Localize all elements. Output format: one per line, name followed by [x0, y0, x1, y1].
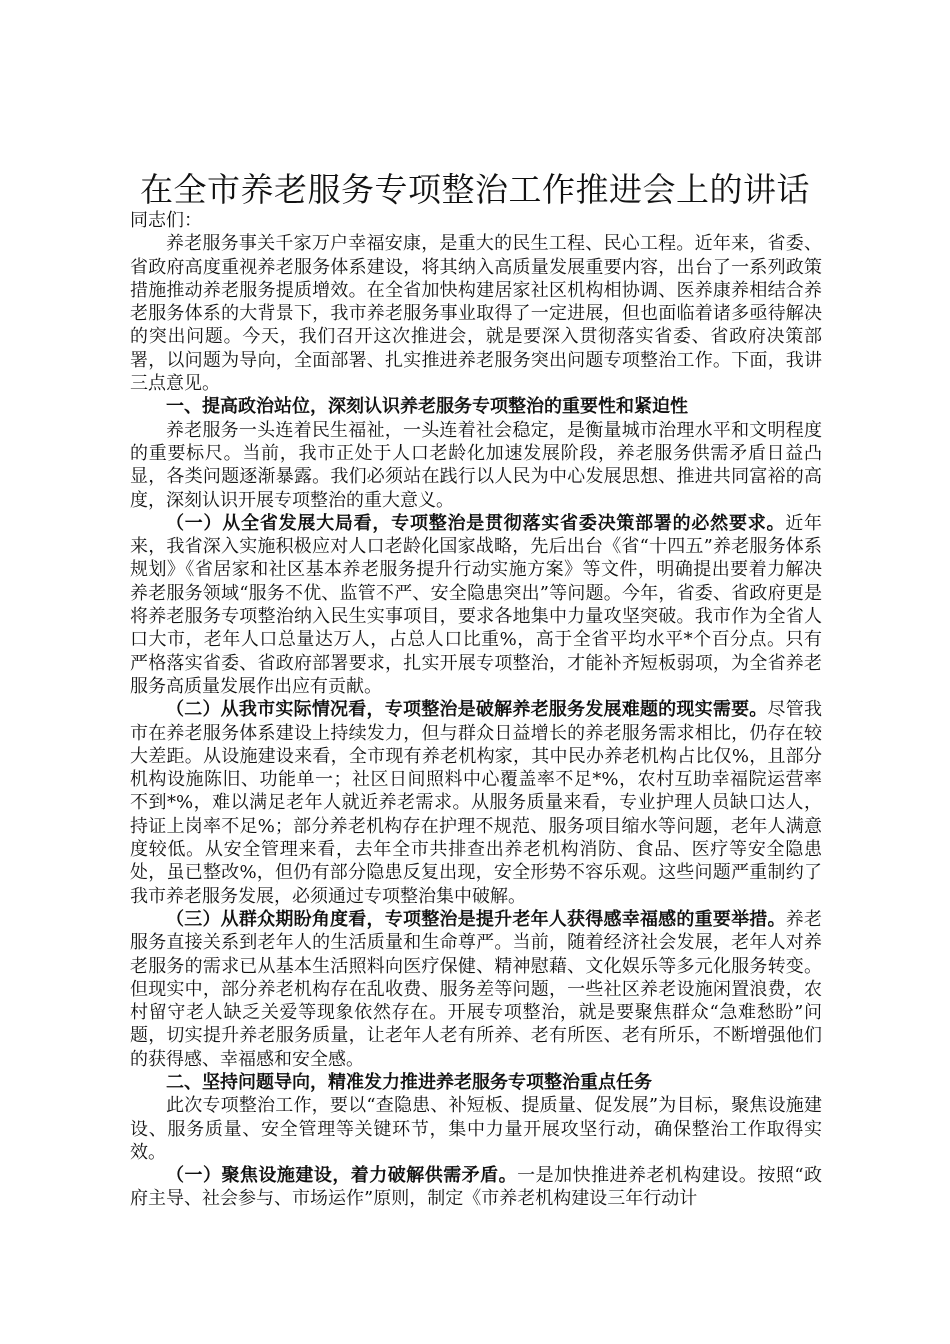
section-2-heading: 二、坚持问题导向，精准发力推进养老服务专项整治重点任务 — [166, 1071, 652, 1093]
item-text: 近年来，我省深入实施积极应对人口老龄化国家战略，先后出台《省“十四五”养老服务体系规划》《省居家和社区基本养老服务提升行动实施方案》等文件，明确提出要着力解决养老服务领域“服务不优、监管不严、安全隐患突出”等问题。今年，省委、省政府更是将养老服务专项整治纳入民生实事项目，要求各地集中力量攻坚突破。我市作为全省人口大市，老年人口总量达万人，占总人口比重%，高于全省平均水平*个百分点。只有严格落实省委、省政府部署要求，扎实开展专项整治，才能补齐短板弱项，为全省养老服务高质量发展作出应有贡献。 — [130, 512, 822, 697]
item-text: 尽管我市在养老服务体系建设上持续发力，但与群众日益增长的养老服务需求相比，仍存在较大差距。从设施建设来看，全市现有养老机构家，其中民办养老机构占比仅%，且部分机构设施陈旧、功能单一；社区日间照料中心覆盖率不足*%，农村互助幸福院运营率不到*%，难以满足老年人就近养老需求。从服务质量来看，专业护理人员缺口达人，持证上岗率不足%；部分养老机构存在护理不规范、服务项目缩水等问题，老年人满意度较低。从安全管理来看，去年全市共排查出养老机构消防、食品、医疗等安全隐患处，虽已整改%，但仍有部分隐患反复出现，安全形势不容乐观。这些问题严重制约了我市养老服务发展，必须通过专项整治集中破解。 — [130, 699, 823, 907]
section-2-item-1 — [130, 1164, 822, 1211]
document-body — [130, 209, 822, 1211]
intro-paragraph: 养老服务事关千家万户幸福安康，是重大的民生工程、民心工程。近年来，省委、省政府高度重视养老服务体系建设，将其纳入高质量发展重要内容，出台了一系列政策措施推动养老服务提质增效。在全省加快构建居家社区机构相协调、医养康养相结合养老服务体系的大背景下，我市养老服务事业取得了一定进展，但也面临着诸多亟待解决的突出问题。今天，我们召开这次推进会，就是要深入贯彻落实省委、省政府决策部署，以问题为导向，全面部署、扎实推进养老服务突出问题专项整治工作。下面，我讲三点意见。 — [130, 233, 822, 395]
item-text: 一是加快推进养老机构建设。按照“政府主导、社会参与、市场运作”原则，制定《市养老机构建设三年行动计 — [130, 1165, 823, 1210]
salutation: 同志们： — [130, 210, 202, 231]
section-1-item-2 — [130, 698, 822, 908]
item-lead: （一）聚焦设施建设，着力破解供需矛盾。 — [166, 1165, 518, 1187]
item-lead: （二）从我市实际情况看，专项整治是破解养老服务发展难题的现实需要。 — [166, 699, 768, 721]
section-1-item-3 — [130, 908, 822, 1071]
section-1-heading: 一、提高政治站位，深刻认识养老服务专项整治的重要性和紧迫性 — [166, 396, 688, 418]
document-title: 在全市养老服务专项整治工作推进会上的讲话 — [140, 170, 810, 209]
section-1-item-1 — [130, 512, 822, 698]
item-text: 养老服务直接关系到老年人的生活质量和生命尊严。当前，随着经济社会发展，老年人对养老服务的需求已从基本生活照料向医疗保健、精神慰藉、文化娱乐等多元化服务转变。但现实中，部分养老机构存在乱收费、服务差等问题，一些社区养老设施闲置浪费，农村留守老人缺乏关爱等现象依然存在。开展专项整治，就是要聚焦群众“急难愁盼”问题，切实提升养老服务质量，让老年人老有所养、老有所医、老有所乐，不断增强他们的获得感、幸福感和安全感。 — [130, 908, 823, 1070]
section-1-intro: 养老服务一头连着民生福祉，一头连着社会稳定，是衡量城市治理水平和文明程度的重要标尺。当前，我市正处于人口老龄化加速发展阶段，养老服务供需矛盾日益凸显，各类问题逐渐暴露。我们必须站在践行以人民为中心发展思想、推进共同富裕的高度，深刻认识开展专项整治的重大意义。 — [130, 419, 822, 511]
section-2-intro: 此次专项整治工作，要以“查隐患、补短板、提质量、促发展”为目标，聚焦设施建设、服务质量、安全管理等关键环节，集中力量开展攻坚行动，确保整治工作取得实效。 — [130, 1095, 822, 1163]
item-lead: （一）从全省发展大局看，专项整治是贯彻落实省委决策部署的必然要求。 — [166, 512, 786, 534]
item-lead: （三）从群众期盼角度看，专项整治是提升老年人获得感幸福感的重要举措。 — [166, 908, 786, 930]
